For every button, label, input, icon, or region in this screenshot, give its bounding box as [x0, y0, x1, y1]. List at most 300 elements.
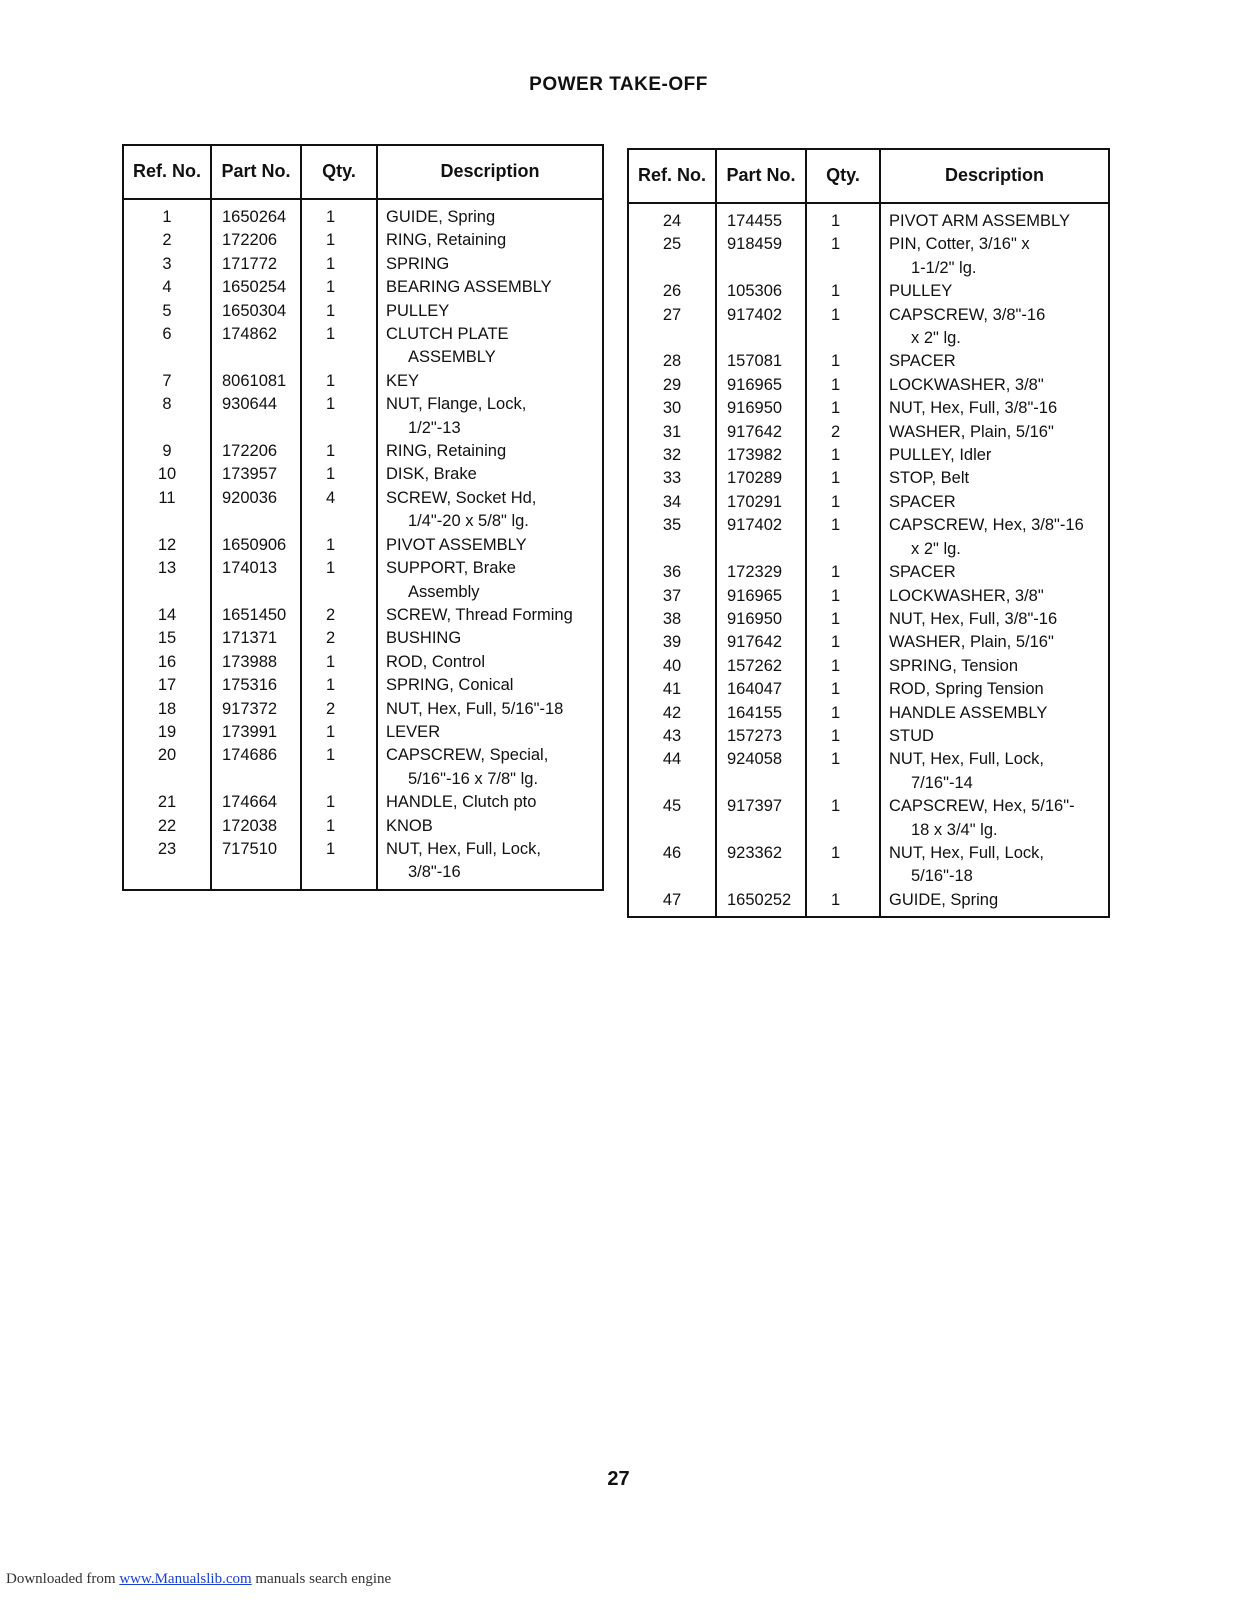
qty-cell: 1 [806, 631, 880, 654]
table-row [123, 534, 603, 557]
part-no-cell: 164155 [716, 702, 806, 725]
description-cell [880, 655, 1109, 678]
ref-no-cell: 15 [123, 627, 211, 650]
manualslib-link[interactable]: www.Manualslib.com [119, 1571, 252, 1587]
ref-no-cell: 39 [628, 631, 716, 654]
part-no-cell: 923362 [716, 842, 806, 889]
qty-cell: 1 [806, 350, 880, 373]
qty-cell: 1 [301, 253, 377, 276]
part-no-cell: 172329 [716, 561, 806, 584]
part-no-cell: 170289 [716, 467, 806, 490]
ref-no-cell: 6 [123, 323, 211, 370]
qty-cell: 1 [301, 276, 377, 299]
description-line: NUT, Hex, Full, Lock, [889, 750, 1044, 769]
qty-cell: 1 [301, 463, 377, 486]
description-line: SPACER [889, 352, 956, 371]
description-cell [880, 467, 1109, 490]
table-row [628, 678, 1109, 701]
description-cell [880, 514, 1109, 561]
description-cell [880, 795, 1109, 842]
part-no-cell: 105306 [716, 280, 806, 303]
part-no-cell: 174862 [211, 323, 301, 370]
ref-no-cell: 37 [628, 585, 716, 608]
part-no-cell: 173982 [716, 444, 806, 467]
qty-cell: 1 [806, 203, 880, 233]
table-row [123, 323, 603, 370]
table-row [628, 842, 1109, 889]
table-row [628, 585, 1109, 608]
description-cell [377, 463, 603, 486]
table-header-row [123, 145, 603, 199]
ref-no-cell: 24 [628, 203, 716, 233]
part-no-header: Part No. [211, 145, 301, 199]
part-no-cell: 172206 [211, 229, 301, 252]
description-cell [377, 323, 603, 370]
qty-cell: 1 [806, 374, 880, 397]
qty-cell: 4 [301, 487, 377, 534]
table-row [628, 702, 1109, 725]
part-no-cell: 164047 [716, 678, 806, 701]
qty-cell: 1 [301, 815, 377, 838]
description-line: GUIDE, Spring [386, 208, 496, 226]
description-line: PIVOT ASSEMBLY [386, 535, 527, 554]
description-cell [880, 444, 1109, 467]
description-line: SPACER [889, 492, 956, 511]
ref-no-cell: 33 [628, 467, 716, 490]
description-cell [377, 487, 603, 534]
description-line: 1/2"-13 [408, 418, 461, 437]
description-cell [880, 397, 1109, 420]
description-line: BUSHING [386, 629, 462, 648]
part-no-cell: 171371 [211, 627, 301, 650]
table-row [123, 229, 603, 252]
table-row [628, 608, 1109, 631]
ref-no-cell: 4 [123, 276, 211, 299]
ref-no-cell: 32 [628, 444, 716, 467]
table-row [628, 467, 1109, 490]
part-no-cell: 918459 [716, 233, 806, 280]
qty-cell: 1 [806, 795, 880, 842]
part-no-cell: 173991 [211, 721, 301, 744]
description-cell [377, 698, 603, 721]
description-line: 5/16"-18 [911, 867, 973, 886]
qty-cell: 1 [806, 585, 880, 608]
description-line: LOCKWASHER, 3/8" [889, 375, 1044, 394]
table-row [123, 393, 603, 440]
description-line: SPRING [386, 254, 450, 273]
description-line: 18 x 3/4" lg. [911, 820, 998, 839]
description-cell [880, 374, 1109, 397]
table-row [628, 725, 1109, 748]
part-no-cell: 8061081 [211, 370, 301, 393]
qty-cell: 1 [301, 300, 377, 323]
ref-no-cell: 19 [123, 721, 211, 744]
part-no-cell: 920036 [211, 487, 301, 534]
description-line: 3/8"-16 [408, 863, 461, 882]
description-line: SPRING, Tension [889, 656, 1019, 675]
download-footer [6, 1571, 391, 1588]
description-line: SCREW, Socket Hd, [386, 488, 537, 507]
part-no-cell: 174686 [211, 744, 301, 791]
qty-cell: 1 [806, 444, 880, 467]
part-no-cell: 171772 [211, 253, 301, 276]
description-cell [880, 561, 1109, 584]
description-cell [377, 791, 603, 814]
qty-cell: 2 [806, 421, 880, 444]
table-row [628, 491, 1109, 514]
table-row [628, 514, 1109, 561]
table-row [123, 651, 603, 674]
description-cell [880, 280, 1109, 303]
part-no-cell: 1651450 [211, 604, 301, 627]
description-line: ASSEMBLY [408, 348, 496, 367]
description-header: Description [880, 149, 1109, 203]
part-no-cell: 917372 [211, 698, 301, 721]
ref-no-cell: 3 [123, 253, 211, 276]
parts-table-left [122, 144, 604, 891]
ref-no-cell: 28 [628, 350, 716, 373]
qty-cell: 2 [301, 627, 377, 650]
description-line: NUT, Hex, Full, 5/16"-18 [386, 699, 564, 718]
part-no-cell: 173957 [211, 463, 301, 486]
part-no-cell: 1650252 [716, 889, 806, 917]
qty-cell: 2 [301, 604, 377, 627]
ref-no-cell: 12 [123, 534, 211, 557]
table-row [628, 631, 1109, 654]
description-line: CAPSCREW, Hex, 3/8"-16 [889, 516, 1084, 535]
qty-cell: 1 [806, 702, 880, 725]
description-cell [880, 585, 1109, 608]
description-line: PIN, Cotter, 3/16" x [889, 235, 1030, 254]
table-row [123, 744, 603, 791]
description-line: PIVOT ARM ASSEMBLY [889, 212, 1070, 230]
part-no-cell: 917402 [716, 514, 806, 561]
description-line: PULLEY [889, 282, 953, 301]
ref-no-cell: 22 [123, 815, 211, 838]
description-line: Assembly [408, 582, 480, 601]
qty-cell: 1 [806, 467, 880, 490]
table-row [123, 253, 603, 276]
description-cell [880, 678, 1109, 701]
description-cell [377, 721, 603, 744]
qty-cell: 1 [301, 229, 377, 252]
qty-cell: 1 [806, 842, 880, 889]
description-cell [377, 674, 603, 697]
qty-cell: 1 [301, 721, 377, 744]
description-cell [880, 203, 1109, 233]
description-line: SCREW, Thread Forming [386, 605, 573, 624]
description-cell [377, 534, 603, 557]
part-no-cell: 717510 [211, 838, 301, 890]
table-header-row [628, 149, 1109, 203]
table-row [628, 795, 1109, 842]
description-line: 5/16"-16 x 7/8" lg. [408, 769, 539, 788]
qty-cell: 1 [806, 514, 880, 561]
ref-no-cell: 14 [123, 604, 211, 627]
table-row [123, 627, 603, 650]
table-row [628, 421, 1109, 444]
part-no-cell: 157262 [716, 655, 806, 678]
description-cell [880, 421, 1109, 444]
ref-no-cell: 47 [628, 889, 716, 917]
qty-cell: 1 [301, 440, 377, 463]
description-line: PULLEY [386, 301, 450, 320]
table-row [628, 304, 1109, 351]
description-cell [880, 842, 1109, 889]
qty-header: Qty. [301, 145, 377, 199]
part-no-cell: 1650264 [211, 199, 301, 229]
part-no-cell: 174455 [716, 203, 806, 233]
table-row [628, 444, 1109, 467]
qty-cell: 2 [301, 698, 377, 721]
table-row [628, 280, 1109, 303]
part-no-cell: 924058 [716, 748, 806, 795]
qty-cell: 1 [301, 534, 377, 557]
ref-no-cell: 13 [123, 557, 211, 604]
description-line: CLUTCH PLATE [386, 325, 509, 344]
description-cell [880, 631, 1109, 654]
ref-no-cell: 10 [123, 463, 211, 486]
table-row [123, 276, 603, 299]
table-row [628, 350, 1109, 373]
table-row [628, 748, 1109, 795]
description-line: NUT, Hex, Full, 3/8"-16 [889, 399, 1058, 418]
ref-no-cell: 23 [123, 838, 211, 890]
table-row [123, 199, 603, 229]
description-line: KEY [386, 371, 420, 390]
table-row [123, 557, 603, 604]
table-row [628, 233, 1109, 280]
qty-cell: 1 [301, 370, 377, 393]
part-no-cell: 916950 [716, 608, 806, 631]
description-line: 1-1/2" lg. [911, 258, 977, 277]
part-no-cell: 174664 [211, 791, 301, 814]
table-row [628, 374, 1109, 397]
qty-cell: 1 [301, 791, 377, 814]
part-no-cell: 157273 [716, 725, 806, 748]
description-cell [377, 744, 603, 791]
description-line: NUT, Hex, Full, Lock, [889, 843, 1044, 862]
description-line: SPACER [889, 563, 956, 582]
description-line: BEARING ASSEMBLY [386, 278, 552, 297]
ref-no-cell: 43 [628, 725, 716, 748]
description-line: RING, Retaining [386, 231, 507, 250]
ref-no-cell: 45 [628, 795, 716, 842]
ref-no-cell: 35 [628, 514, 716, 561]
table-row [123, 815, 603, 838]
part-no-cell: 1650906 [211, 534, 301, 557]
qty-cell: 1 [806, 280, 880, 303]
ref-no-cell: 27 [628, 304, 716, 351]
parts-table-left-body [123, 199, 603, 890]
description-line: WASHER, Plain, 5/16" [889, 422, 1054, 441]
description-line: ROD, Control [386, 652, 486, 671]
ref-no-cell: 41 [628, 678, 716, 701]
ref-no-cell: 36 [628, 561, 716, 584]
table-row [123, 300, 603, 323]
ref-no-cell: 44 [628, 748, 716, 795]
qty-cell: 1 [301, 323, 377, 370]
ref-no-cell: 31 [628, 421, 716, 444]
ref-no-cell: 38 [628, 608, 716, 631]
part-no-cell: 1650254 [211, 276, 301, 299]
description-line: HANDLE, Clutch pto [386, 793, 537, 812]
qty-cell: 1 [301, 838, 377, 890]
footer-suffix: manuals search engine [251, 1571, 392, 1587]
table-row [123, 370, 603, 393]
description-line: NUT, Flange, Lock, [386, 395, 527, 414]
description-cell [377, 300, 603, 323]
ref-no-cell: 34 [628, 491, 716, 514]
description-line: SUPPORT, Brake [386, 559, 516, 578]
ref-no-cell: 1 [123, 199, 211, 229]
description-line: x 2" lg. [911, 329, 961, 348]
description-cell [377, 253, 603, 276]
description-cell [377, 838, 603, 890]
part-no-cell: 916965 [716, 585, 806, 608]
description-line: LOCKWASHER, 3/8" [889, 586, 1044, 605]
description-cell [880, 304, 1109, 351]
qty-cell: 1 [806, 655, 880, 678]
description-cell [377, 557, 603, 604]
description-cell [880, 350, 1109, 373]
table-row [123, 440, 603, 463]
description-cell [880, 491, 1109, 514]
table-row [123, 838, 603, 890]
page-title: POWER TAKE-OFF [529, 74, 708, 95]
description-cell [377, 370, 603, 393]
qty-cell: 1 [301, 393, 377, 440]
qty-cell: 1 [806, 725, 880, 748]
ref-no-cell: 25 [628, 233, 716, 280]
parts-table-right-body [628, 203, 1109, 917]
description-cell [377, 651, 603, 674]
table-row [123, 698, 603, 721]
table-row [628, 203, 1109, 233]
description-line: STUD [889, 726, 934, 745]
description-line: KNOB [386, 816, 433, 835]
ref-no-header: Ref. No. [123, 145, 211, 199]
description-line: HANDLE ASSEMBLY [889, 703, 1048, 722]
description-line: CAPSCREW, Special, [386, 746, 549, 765]
description-cell [880, 748, 1109, 795]
part-no-cell: 917402 [716, 304, 806, 351]
ref-no-cell: 42 [628, 702, 716, 725]
part-no-cell: 172206 [211, 440, 301, 463]
table-row [123, 604, 603, 627]
description-cell [880, 889, 1109, 917]
description-line: STOP, Belt [889, 469, 970, 488]
description-cell [377, 393, 603, 440]
part-no-cell: 917642 [716, 631, 806, 654]
description-line: WASHER, Plain, 5/16" [889, 633, 1054, 652]
description-line: CAPSCREW, Hex, 5/16"- [889, 797, 1075, 816]
description-cell [880, 233, 1109, 280]
ref-no-cell: 29 [628, 374, 716, 397]
description-cell [377, 604, 603, 627]
qty-cell: 1 [806, 608, 880, 631]
qty-cell: 1 [301, 651, 377, 674]
description-cell [377, 276, 603, 299]
description-line: GUIDE, Spring [889, 890, 999, 909]
qty-cell: 1 [301, 199, 377, 229]
ref-no-cell: 5 [123, 300, 211, 323]
part-no-cell: 916965 [716, 374, 806, 397]
table-row [123, 674, 603, 697]
table-row [123, 463, 603, 486]
table-row [628, 397, 1109, 420]
description-line: RING, Retaining [386, 442, 507, 461]
description-line: 7/16"-14 [911, 773, 973, 792]
table-row [628, 561, 1109, 584]
page-number: 27 [607, 1468, 630, 1490]
part-no-cell: 917397 [716, 795, 806, 842]
table-row [123, 721, 603, 744]
part-no-cell: 916950 [716, 397, 806, 420]
part-no-cell: 157081 [716, 350, 806, 373]
description-line: DISK, Brake [386, 465, 477, 484]
part-no-cell: 172038 [211, 815, 301, 838]
ref-no-cell: 2 [123, 229, 211, 252]
qty-cell: 1 [806, 678, 880, 701]
ref-no-cell: 17 [123, 674, 211, 697]
part-no-header: Part No. [716, 149, 806, 203]
description-line: NUT, Hex, Full, Lock, [386, 839, 541, 858]
ref-no-cell: 11 [123, 487, 211, 534]
ref-no-cell: 7 [123, 370, 211, 393]
qty-header: Qty. [806, 149, 880, 203]
part-no-cell: 1650304 [211, 300, 301, 323]
qty-cell: 1 [301, 674, 377, 697]
qty-cell: 1 [806, 491, 880, 514]
ref-no-cell: 8 [123, 393, 211, 440]
description-cell [377, 440, 603, 463]
ref-no-cell: 30 [628, 397, 716, 420]
ref-no-cell: 20 [123, 744, 211, 791]
ref-no-cell: 9 [123, 440, 211, 463]
part-no-cell: 174013 [211, 557, 301, 604]
part-no-cell: 917642 [716, 421, 806, 444]
ref-no-cell: 16 [123, 651, 211, 674]
description-line: LEVER [386, 722, 441, 741]
part-no-cell: 170291 [716, 491, 806, 514]
part-no-cell: 175316 [211, 674, 301, 697]
part-no-cell: 930644 [211, 393, 301, 440]
ref-no-header: Ref. No. [628, 149, 716, 203]
description-cell [880, 725, 1109, 748]
table-row [123, 791, 603, 814]
part-no-cell: 173988 [211, 651, 301, 674]
ref-no-cell: 46 [628, 842, 716, 889]
description-line: x 2" lg. [911, 539, 961, 558]
ref-no-cell: 21 [123, 791, 211, 814]
description-cell [377, 199, 603, 229]
ref-no-cell: 26 [628, 280, 716, 303]
description-line: PULLEY, Idler [889, 446, 992, 465]
qty-cell: 1 [301, 744, 377, 791]
qty-cell: 1 [806, 233, 880, 280]
ref-no-cell: 18 [123, 698, 211, 721]
table-row [123, 487, 603, 534]
ref-no-cell: 40 [628, 655, 716, 678]
qty-cell: 1 [806, 304, 880, 351]
table-row [628, 889, 1109, 917]
qty-cell: 1 [806, 748, 880, 795]
description-line: 1/4"-20 x 5/8" lg. [408, 512, 529, 531]
qty-cell: 1 [301, 557, 377, 604]
description-cell [377, 627, 603, 650]
description-cell [880, 702, 1109, 725]
